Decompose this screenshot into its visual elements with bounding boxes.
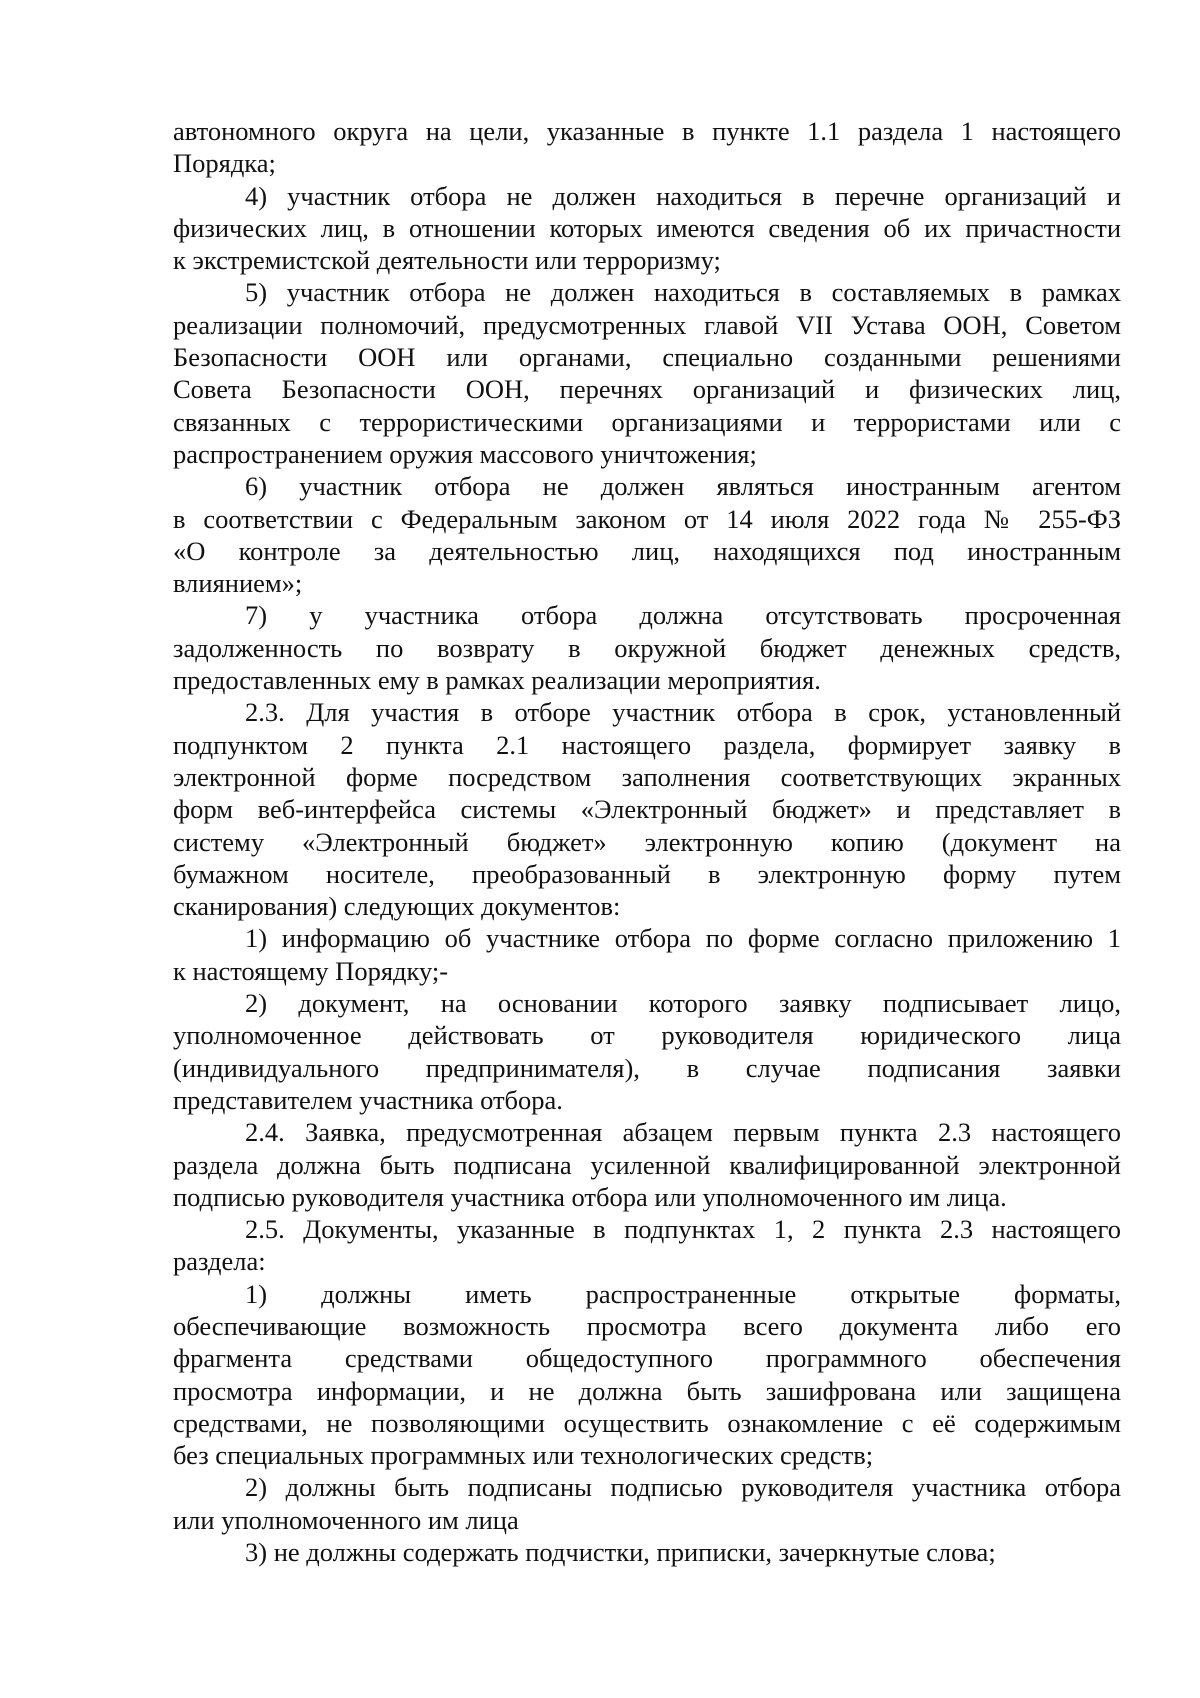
document-line: 7) у участника отбора должна отсутствовать просроченная [245,600,1121,631]
document-line: к экстремистской деятельности или терроризму; [173,245,721,276]
document-line: физических лиц, в отношении которых имеются сведения об их причастности [173,212,1121,243]
document-line: 2) должны быть подписаны подписью руководителя участника отбора [245,1472,1121,1503]
document-line: Порядка; [173,148,276,179]
document-line: Безопасности ООН или органами, специально созданными решениями [173,342,1121,373]
document-line: 3) не должны содержать подчистки, приписки, зачеркнутые слова; [245,1537,996,1568]
document-line: 1) должны иметь распространенные открытые форматы, [245,1278,1121,1309]
document-line: просмотра информации, и не должна быть зашифрована или защищена [173,1375,1121,1406]
document-line: к настоящему Порядку;- [173,955,449,986]
document-line: форм веб-интерфейса системы «Электронный бюджет» и представляет в [173,794,1121,825]
document-line: 4) участник отбора не должен находиться в перечне организаций и [245,180,1121,211]
document-line: автономного округа на цели, указанные в пункте 1.1 раздела 1 настоящего [173,116,1121,146]
document-line: раздела: [173,1246,266,1277]
document-line: в соответствии с Федеральным законом от 14 июля 2022 года № 255-ФЗ [173,503,1121,534]
document-line: реализации полномочий, предусмотренных главой VII Устава ООН, Советом [173,309,1121,340]
document-line: «О контроле за деятельностью лиц, находящихся под иностранным [173,535,1121,566]
document-line: средствами, не позволяющими осуществить ознакомление с её содержимым [173,1407,1121,1438]
document-line: представителем участника отбора. [173,1084,563,1115]
document-line: распространением оружия массового уничтожения; [173,438,757,469]
document-line: раздела должна быть подписана усиленной квалифицированной электронной [173,1149,1121,1180]
document-line: 5) участник отбора не должен находиться в составляемых в рамках [245,277,1121,308]
document-line: 2.3. Для участия в отборе участник отбора в срок, установленный [245,697,1121,728]
document-line: бумажном носителе, преобразованный в электронную форму путем [173,858,1121,889]
document-line: уполномоченное действовать от руководителя юридического лица [173,1020,1121,1051]
document-line: 2.5. Документы, указанные в подпунктах 1, 2 пункта 2.3 настоящего [245,1214,1121,1245]
document-line: электронной форме посредством заполнения соответствующих экранных [173,761,1121,792]
document-line: 1) информацию об участнике отбора по форме согласно приложению 1 [245,923,1121,954]
document-line: Совета Безопасности ООН, перечнях организаций и физических лиц, [173,374,1121,405]
document-line: связанных с террористическими организациями и террористами или с [173,406,1121,437]
document-line: 2.4. Заявка, предусмотренная абзацем первым пункта 2.3 настоящего [245,1117,1121,1148]
document-line: предоставленных ему в рамках реализации мероприятия. [173,665,821,696]
document-line: или уполномоченного им лица [173,1504,519,1535]
document-line: влиянием»; [173,568,303,599]
document-line: сканирования) следующих документов: [173,891,621,922]
document-line: (индивидуального предпринимателя), в случае подписания заявки [173,1052,1121,1083]
document-line: систему «Электронный бюджет» электронную копию (документ на [173,826,1121,857]
document-body [173,115,1121,1568]
document-line: без специальных программных или технологических средств; [173,1440,874,1471]
document-line: обеспечивающие возможность просмотра всего документа либо его [173,1310,1121,1341]
document-line: 6) участник отбора не должен являться иностранным агентом [245,471,1121,502]
document-line: подписью руководителя участника отбора или уполномоченного им лица. [173,1181,1007,1212]
document-line: фрагмента средствами общедоступного программного обеспечения [173,1343,1121,1374]
document-line: задолженность по возврату в окружной бюджет денежных средств, [173,632,1121,663]
document-line: подпунктом 2 пункта 2.1 настоящего раздела, формирует заявку в [173,729,1121,760]
document-line: 2) документ, на основании которого заявку подписывает лицо, [245,988,1121,1019]
